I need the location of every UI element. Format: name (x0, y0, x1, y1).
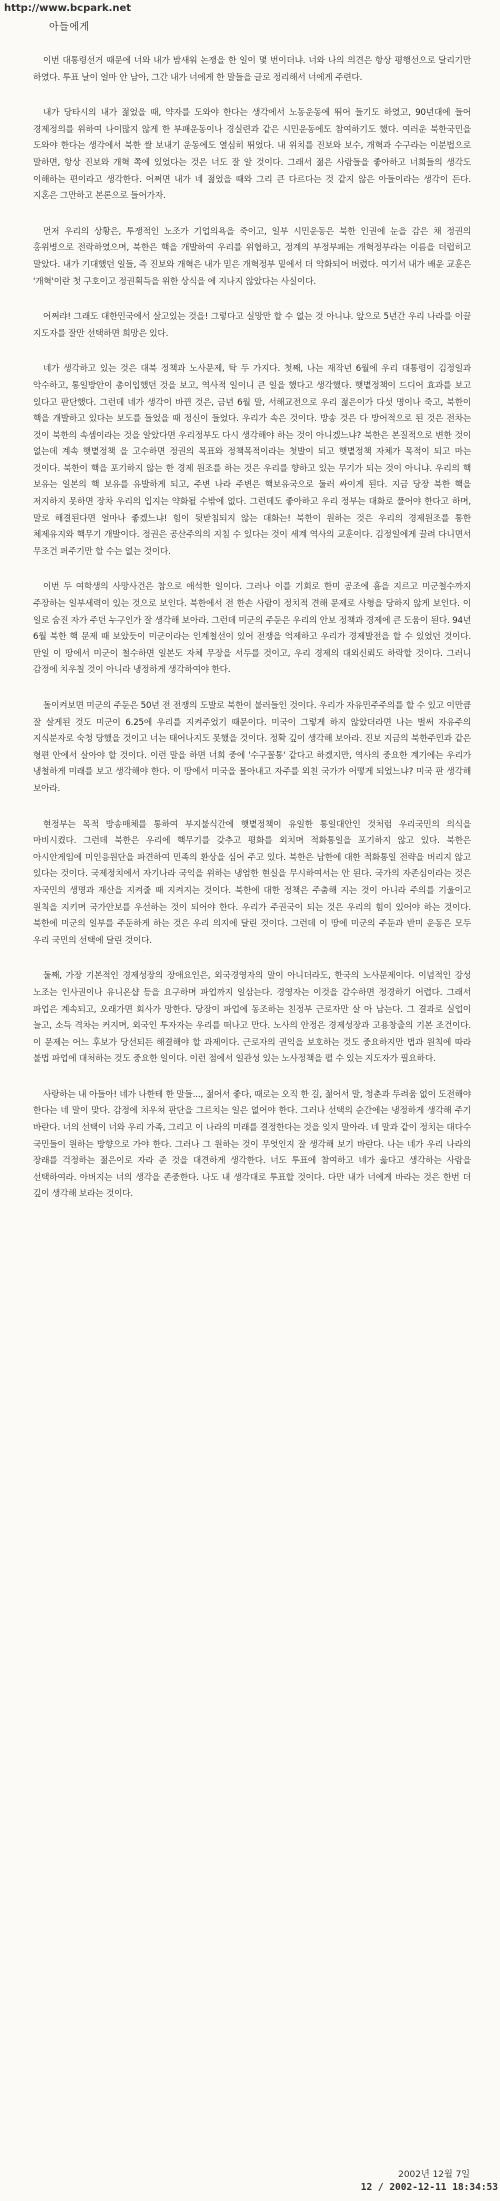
letter-paragraph: 어쩌랴! 그래도 대한민국에서 살고있는 것을! 그렇다고 실망만 할 수 없는 것 아니냐. 앞으로 5년간 우리 나라를 이끌 지도자를 잘만 선택하면 희망은 있다. (33, 312, 471, 339)
post-timestamp: 12 / 2002-12-11 18:34:53 (360, 2182, 498, 2193)
letter-paragraph: 먼저 우리의 상황은, 투쟁적인 노조가 기업의욕을 죽이고, 일부 시민운동은 북한 인권에 눈을 감은 채 정권의 홍위병으로 전락하였으며, 북한은 핵을 개발하여 우리를 위협하고, 정계의 부정부패는 개혁정부라는 이름을 더럽히고 말았다. 내가 기대했던 일들, 즉 진보와 개혁은 내가 믿은 개혁정부 밑에서 더 악화되어 버렸다. 여기서 내가 배운 교훈은 '개혁'이란 첫 구호이고 정권획득을 위한 상식을 에 지나지 않았다는 사실이다. (33, 226, 471, 287)
letter-paragraph: 이번 대통령선거 때문에 너와 내가 밤새워 논쟁을 한 일이 몇 번이더냐. 너와 나의 의견은 항상 평행선으로 달리기만 하였다. 투표 날이 얼마 안 남아, 그간 내가 너에게 한 말들을 글로 정리해서 너에게 주련다. (33, 56, 471, 83)
letter-paragraph: 사랑하는 내 아들아! 네가 나한테 한 말들..., 젊어서 좋다, 때로는 오직 한 길, 젊어서 말, 청춘과 두려움 없이 도전해야 한다는 네 말이 맞다. 감정에 치우쳐 판단을 그르치는 일은 없어야 한다. 그러나 선택의 순간에는 냉정하게 생각해 주기 바란다. 너의 선택이 너와 우리 가족, 그리고 이 나라의 미래를 결정한다는 것을 잊지 말아라. 네 말과 같이 정치는 대다수 국민들이 원하는 방향으로 가야 한다. 그러나 그 원하는 것이 무엇인지 잘 생각해 보기 바란다. 나는 네가 우리 나라의 장래를 걱정하는 젊은이로 자라 준 것을 대견하게 생각한다. 너도 투표에 참여하고 네가 옳다고 생각하는 사람을 선택하여라. 아버지는 너의 생각을 존중한다. 나도 내 생각대로 투표할 것이다. 다만 내가 너에게 바라는 것은 한번 더 깊이 생각해 보라는 것이다. (33, 1089, 471, 1200)
letter-body (33, 18, 471, 1222)
letter-paragraph: 현정부는 목적 방송매체를 통하여 부지불식간에 햇볕정책이 유일한 통일대안인 것처럼 우리국민의 의식을 마비시켰다. 그런데 북한은 우리에 핵무기를 갖추고 평화를 외치며 적화통일을 포기하지 않고 있다. 북한은 아시안게임에 미인응원단을 파견하여 민족의 환상을 심어 주고 있다. 북한은 남한에 대한 적화통일 전략을 버리지 않고 있다는 것이다. 국제정치에서 자기나라 국익을 위하는 냉엄한 현실을 무시하여서는 안 된다. 국가의 자존심이라는 것은 자국민의 생명과 재산을 지켜줄 때 지켜지는 것이다. 북한에 대한 정책은 주춤해 지는 것이 아니라 주의를 기울이고 원칙을 지키며 국가안보를 우선하는 것이 되어야 한다. 우리가 주권국이 되는 것은 우리의 힘이 있어야 하는 것이다. 북한에 미군의 일부를 주둔하게 하는 것은 우리 의지에 달린 것이다. 그런데 이 땅에 미군의 주둔과 반미 운동은 모두 우리 국민의 선택에 달린 것이다. (33, 819, 471, 946)
letter-paragraph: 네가 생각하고 있는 것은 대북 정책과 노사문제, 탁 두 가지다. 첫째, 나는 재작년 6월에 우리 대통령이 김정일과 악수하고, 통일방안이 총이입했던 것을 보고, 역사적 일이니 큰 일을 했다고 생각했다. 햇볕정책이 드디어 효과를 보고 있다고 판단했다. 그런데 네가 생각이 바뀐 것은, 금년 6월 말, 서해교전으로 우리 젊은이가 다섯 명이나 죽고, 북한이 핵을 개발하고 있다는 보도를 들었을 때 정신이 들었다. 우리가 속은 것이다. 방송 것은 다 방어적으로 된 것은 전차는 것이 북한의 속셈이라는 것을 알았다면 우리정부도 다시 생각해야 하는 것이 아니겠느냐? 북한은 본질적으로 변한 것이 없는데 계속 햇볕정책 을 고수하면 정권의 목표와 정책목적이라는 첫발이 되고 햇볕정책 자체가 목적이 되고 마는 것이다. 북한이 핵을 포기하지 않는 한 경제 원조를 하는 것은 우리를 향하고 있는 무기가 되는 것이 아니냐. 우리의 핵 보유는 일본의 핵 보유를 유발하게 되고, 주변 나라 주변은 핵보유국으로 둘러 싸이게 된다. 지금 당장 북한 핵을 저지하지 못하면 장차 우리의 입지는 약화될 수밖에 없다. 그런데도 좋아하고 우리 정부는 대화로 풀어야 한다고 하며, 말로 해결된다면 얼마나 좋겠느냐! 힘이 뒷받침되지 않는 대화는! 북한이 원하는 것은 우리의 경제원조를 통한 체제유지와 핵무기 개발이다. 정권은 공산주의의 지침 수 있다는 것이 세계 역사의 교훈이다. 김정일에게 끌려 다니면서 무조건 퍼주기만 할 수는 없는 것이다. (33, 364, 471, 557)
letter-greeting: 아들에게 (49, 22, 90, 33)
letter-paragraph: 둘째, 가장 기본적인 경제성장의 장애요인은, 외국경영자의 말이 아니더라도, 한국의 노사문제이다. 이념적인 강성 노조는 인사권이나 유니온샵 등을 요구하며 파업까지 일삼는다. 경영자는 이것을 감수하면 정경하기 어렵다. 그래서 파업은 계속되고, 오래가면 회사가 망한다. 당장이 파업에 동조하는 친정부 근로자만 살 아 남는다. 그 결과로 실업이 늘고, 소득 격차는 커지며, 외국인 투자자는 우리를 떠나고 만다. 노사의 안정은 경제성장과 고용창출의 기본 조건이다. 이 문제는 어느 후보가 당선되든 해결해야 할 과제이다. 근로자의 권익을 보호하는 것도 중요하지만 법과 원칙에 따라 불법 파업에 대처하는 것도 중요한 일이다. 이런 점에서 일관성 있는 노사정책을 펼 수 있는 지도자가 필요하다. (33, 971, 471, 1065)
letter-date: 2002년 12월 7일 (398, 2170, 470, 2180)
site-watermark: http://www.bcpark.net (4, 3, 132, 14)
letter-paragraph: 내가 당타시의 내가 젊었을 때, 약자를 도와야 한다는 생각에서 노동운동에 뛰어 들기도 하였고, 90년대에 들어 경제정의를 위하여 나이많지 않게 한 부패운동이나 경실련과 같은 시민운동에도 참여하기도 했다. 여러운 북한국민을 도와야 한다는 생각에서 북한 쌀 보내기 운동에도 열심히 뛰었다. 내 위치를 진보와 보수, 개혁과 수구라는 이분법으로 말하면, 항상 진보와 개혁 쪽에 있었다는 것은 너도 잘 알 것이다. 그래서 젊은 사람들을 좋아하고 너희들의 생각도 이해하는 편이라고 생각한다. 어쩌면 내가 네 젊었을 때와 그리 큰 다르다는 것 같지 않은 아들이라는 생각이 든다. 지혼은 그만하고 본론으로 들어가자. (33, 108, 471, 202)
letter-paragraph: 돌이켜보면 미군의 주둔은 50년 전 전쟁의 도발로 북한이 불러들인 것이다. 우리가 자유민주주의를 할 수 있고 이만큼 잘 살게된 것도 미군이 6.25에 우리를 지켜주었기 때문이다. 미국이 그렇게 하지 않았더라면 나는 벌써 자유주의 지식분자로 숙청 당했을 것이고 너는 태어나지도 못했을 것이다. 정확 깊이 생각해 보아라. 진보 지금의 북한주민과 같은 형편 안에서 살아야 할 것이다. 이런 말을 하면 너희 중에 '수구꼴통' 같다고 하겠지만, 역사의 중요한 계기에는 우리가 냉철하게 미래를 보고 생각해야 한다. 이 땅에서 미국을 몰아내고 자주를 외친 국가가 어떻게 되었느냐? 미국 판 생각해 보아라. (33, 701, 471, 794)
letter-paragraph: 이번 두 여학생의 사망사건은 참으로 애석한 일이다. 그러나 이를 기회로 한미 공조에 흠을 지르고 미군철수까지 주장하는 일부세력이 있는 것으로 보인다. 북한에서 전 한손 사람이 정치적 견해 문제로 사형을 당하지 않게 보인다. 이 일로 숨진 자가 주던 누구인가 잘 생각해 보아라. 그런데 미군의 주둔은 우리의 안보 정책과 경제에 큰 도움이 된다. 94년 6월 북한 핵 문제 때 보았듯이 미군이라는 인계철선이 있어 전쟁을 억제하고 우리가 경제발전을 할 수 있었던 것이다. 만일 이 땅에서 미군이 철수하면 일본도 자체 무장을 서두를 것이고, 우리 경제의 대외신뢰도 하락할 것이다. 그러니 감정에 치우칠 것이 아니라 냉정하게 생각하여야 한다. (33, 582, 471, 676)
